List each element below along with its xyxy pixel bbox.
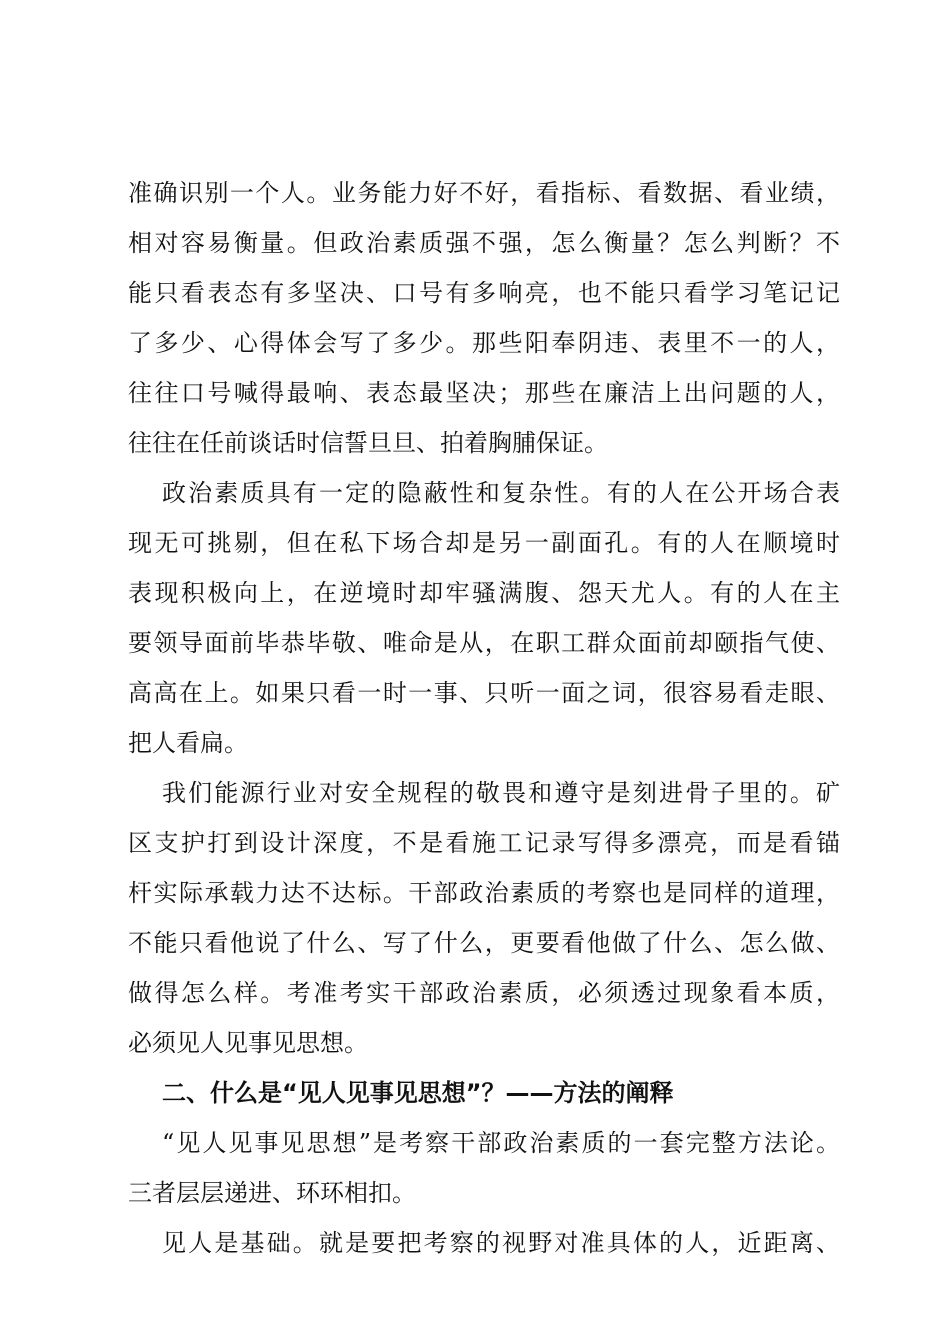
text-line: 不能只看他说了什么、写了什么，更要看他做了什么、怎么做、 [128, 929, 840, 957]
text-line: 做得怎么样。考准考实干部政治素质，必须透过现象看本质， [128, 979, 840, 1007]
text-line: 了多少、心得体会写了多少。那些阳奉阴违、表里不一的人， [128, 329, 840, 357]
text-line: 准确识别一个人。业务能力好不好，看指标、看数据、看业绩， [128, 179, 840, 207]
paragraph-1 [128, 168, 840, 468]
section-heading: 二、什么是“见人见事见思想”？——方法的阐释 [162, 1079, 674, 1107]
text-line: 能只看表态有多坚决、口号有多响亮，也不能只看学习笔记记 [128, 279, 840, 307]
text-line: 把人看扁。 [128, 729, 248, 757]
text-line: 要领导面前毕恭毕敬、唯命是从，在职工群众面前却颐指气使、 [128, 629, 840, 657]
document-body [128, 168, 840, 1268]
text-line: 往往口号喊得最响、表态最坚决；那些在廉洁上出问题的人， [128, 379, 840, 407]
text-line: 现无可挑剔，但在私下场合却是另一副面孔。有的人在顺境时 [128, 529, 840, 557]
paragraph-2 [128, 468, 840, 768]
text-line: 我们能源行业对安全规程的敬畏和遵守是刻进骨子里的。矿 [162, 779, 840, 807]
text-line: 往往在任前谈话时信誓旦旦、拍着胸脯保证。 [128, 429, 608, 457]
text-line: 政治素质具有一定的隐蔽性和复杂性。有的人在公开场合表 [162, 479, 840, 507]
paragraph-3 [128, 768, 840, 1068]
text-line: 表现积极向上，在逆境时却牢骚满腹、怨天尤人。有的人在主 [128, 579, 840, 607]
paragraph-4 [128, 1118, 840, 1218]
text-line: 必须见人见事见思想。 [128, 1029, 368, 1057]
paragraph-5 [128, 1218, 840, 1268]
text-line: 区支护打到设计深度，不是看施工记录写得多漂亮，而是看锚 [128, 829, 840, 857]
text-line: “见人见事见思想”是考察干部政治素质的一套完整方法论。 [162, 1129, 840, 1157]
text-line: 相对容易衡量。但政治素质强不强，怎么衡量？怎么判断？不 [128, 229, 840, 257]
text-line: 杆实际承载力达不达标。干部政治素质的考察也是同样的道理， [128, 879, 840, 907]
text-line: 高高在上。如果只看一时一事、只听一面之词，很容易看走眼、 [128, 679, 840, 707]
text-line: 三者层层递进、环环相扣。 [128, 1179, 416, 1207]
text-line: 见人是基础。就是要把考察的视野对准具体的人，近距离、 [162, 1229, 840, 1257]
